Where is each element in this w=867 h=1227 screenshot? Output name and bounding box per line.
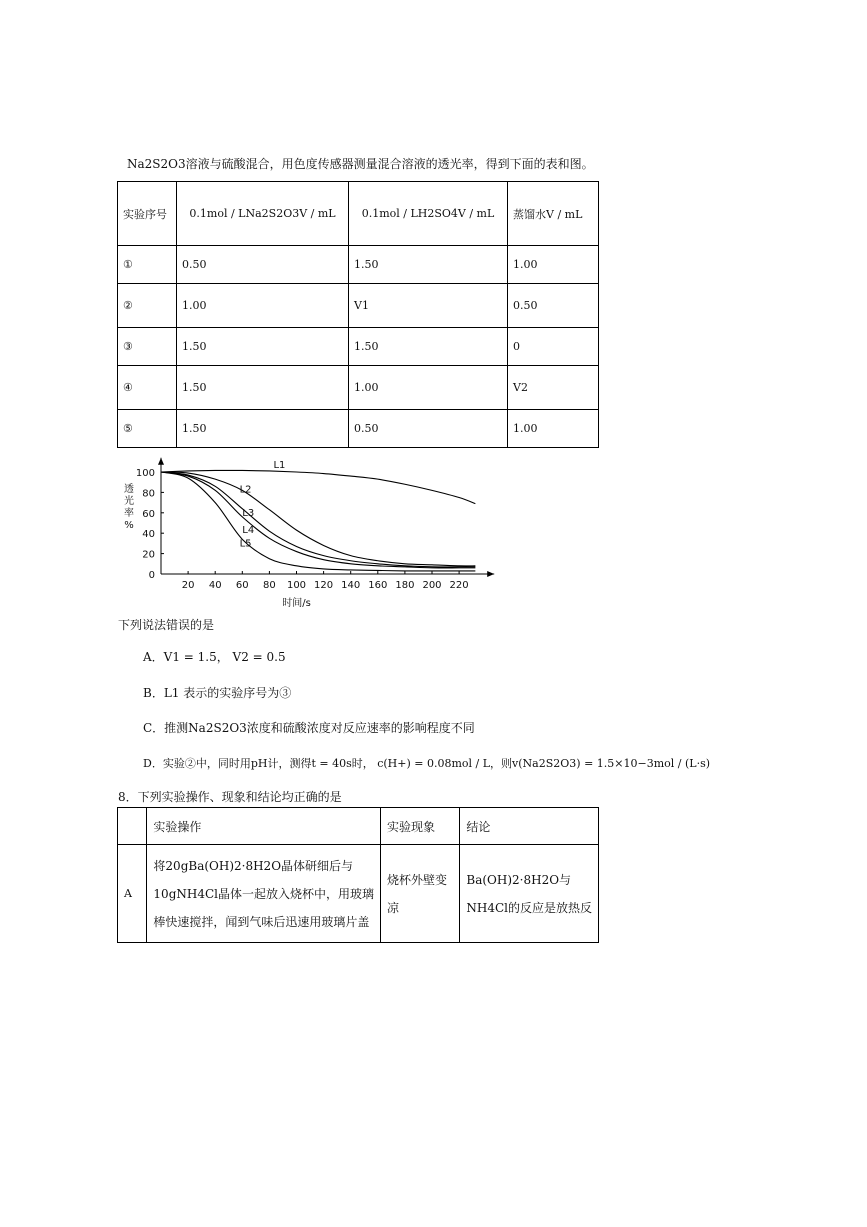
- table-cell: 0.50: [177, 246, 349, 284]
- experiment-table: [117, 181, 599, 448]
- option-c: C．推测Na2S2O3浓度和硫酸浓度对反应速率的影响程度不同: [143, 721, 475, 735]
- y-tick-label: 20: [142, 549, 155, 561]
- header-cell: 实验操作: [147, 808, 381, 845]
- x-tick-label: 140: [341, 580, 361, 591]
- table-row: [118, 328, 599, 366]
- x-tick-label: 20: [181, 580, 195, 591]
- operation-line: 将20gBa(OH)2·8H2O晶体研细后与: [153, 858, 354, 873]
- row-label: A: [118, 845, 147, 943]
- table-row: [118, 845, 599, 943]
- table-cell: 1.00: [508, 246, 599, 284]
- question-8-text: 8．下列实验操作、现象和结论均正确的是: [118, 790, 342, 804]
- table-cell: ④: [118, 366, 177, 410]
- table-header-row: [118, 182, 599, 246]
- series-label-l5: L5: [239, 538, 252, 550]
- series-line-l5: [161, 472, 475, 571]
- table-cell: 1.50: [177, 410, 349, 448]
- table-cell: 0.50: [508, 284, 599, 328]
- header-cell: 蒸馏水V / mL: [508, 182, 599, 246]
- table-cell: 0: [508, 328, 599, 366]
- series-line-l4: [161, 472, 475, 568]
- x-tick-label: 80: [263, 580, 276, 591]
- y-axis-label-char: 透: [124, 484, 134, 495]
- conclusion-line: Ba(OH)2·8H2O与: [466, 872, 572, 887]
- intro-text: Na2S2O3溶液与硫酸混合，用色度传感器测量混合溶液的透光率，得到下面的表和图。: [127, 157, 594, 171]
- table-cell: 1.50: [349, 328, 508, 366]
- y-axis-arrow: [158, 458, 164, 465]
- conclusion-line: NH4Cl的反应是放热反: [466, 900, 592, 915]
- phenomenon-cell: 烧杯外壁变凉: [381, 845, 460, 943]
- table-row: [118, 246, 599, 284]
- chart-ticks: [136, 468, 469, 591]
- option-d: D．实验②中，同时用pH计，测得t = 40s时， c(H+) = 0.08mol / L，则v(Na2S2O3) = 1.5×10−3mol / (L·s): [143, 757, 711, 770]
- series-label-l2: L2: [239, 484, 252, 496]
- x-tick-label: 180: [395, 580, 415, 591]
- table-cell: ③: [118, 328, 177, 366]
- option-a: A．V1 = 1.5， V2 = 0.5: [143, 650, 286, 664]
- table-cell: 1.50: [349, 246, 508, 284]
- table-cell: 1.00: [177, 284, 349, 328]
- table-cell: ⑤: [118, 410, 177, 448]
- series-line-l3: [161, 472, 475, 567]
- y-tick-label: 0: [148, 570, 155, 581]
- table-cell: V1: [349, 284, 508, 328]
- y-axis-label-char: 光: [124, 496, 134, 507]
- table-row: [118, 410, 599, 448]
- x-tick-label: 120: [314, 580, 334, 591]
- option-b: B．L1 表示的实验序号为③: [143, 686, 292, 700]
- x-tick-label: 160: [368, 580, 388, 591]
- chart-axes: [158, 458, 494, 577]
- experiment-operation-table: [117, 807, 599, 943]
- table-row: [118, 284, 599, 328]
- header-cell: [118, 808, 147, 845]
- header-cell: 实验现象: [381, 808, 460, 845]
- transmittance-chart: [117, 448, 497, 614]
- operation-line: 棒快速搅拌，闻到气味后迅速用玻璃片盖: [153, 914, 370, 929]
- table-row: [118, 366, 599, 410]
- y-tick-label: 100: [135, 468, 155, 479]
- x-tick-label: 100: [286, 580, 307, 591]
- table-cell: V2: [508, 366, 599, 410]
- y-axis-label-char: %: [124, 520, 134, 531]
- x-axis-label: 时间/s: [282, 598, 311, 609]
- header-cell: 0.1mol / LH2SO4V / mL: [349, 182, 508, 246]
- x-tick-label: 40: [208, 580, 222, 591]
- series-label-l1: L1: [273, 459, 286, 471]
- header-cell: 实验序号: [118, 182, 177, 246]
- table-cell: 0.50: [349, 410, 508, 448]
- y-tick-label: 80: [142, 488, 155, 500]
- table-cell: 1.00: [349, 366, 508, 410]
- series-line-l1: [161, 470, 475, 503]
- table-cell: ①: [118, 246, 177, 284]
- y-tick-label: 40: [142, 529, 155, 541]
- operation-cell: [147, 845, 381, 943]
- x-tick-label: 60: [235, 580, 249, 591]
- header-cell: 0.1mol / LNa2S2O3V / mL: [177, 182, 349, 246]
- x-axis-arrow: [487, 571, 494, 577]
- x-tick-label: 220: [449, 580, 469, 591]
- table-cell: 1.50: [177, 328, 349, 366]
- conclusion-cell: [460, 845, 599, 943]
- table-cell: ②: [118, 284, 177, 328]
- chart-series: [161, 470, 475, 571]
- series-label-l4: L4: [242, 525, 255, 537]
- operation-line: 10gNH4Cl晶体一起放入烧杯中，用玻璃: [153, 886, 374, 901]
- series-label-l3: L3: [242, 507, 255, 519]
- y-tick-label: 60: [142, 508, 155, 520]
- header-cell: 结论: [460, 808, 599, 845]
- table-cell: 1.50: [177, 366, 349, 410]
- y-axis-label-char: 率: [124, 508, 134, 519]
- question-text: 下列说法错误的是: [118, 618, 215, 632]
- table-cell: 1.00: [508, 410, 599, 448]
- x-tick-label: 200: [422, 580, 442, 591]
- table-header-row: [118, 808, 599, 845]
